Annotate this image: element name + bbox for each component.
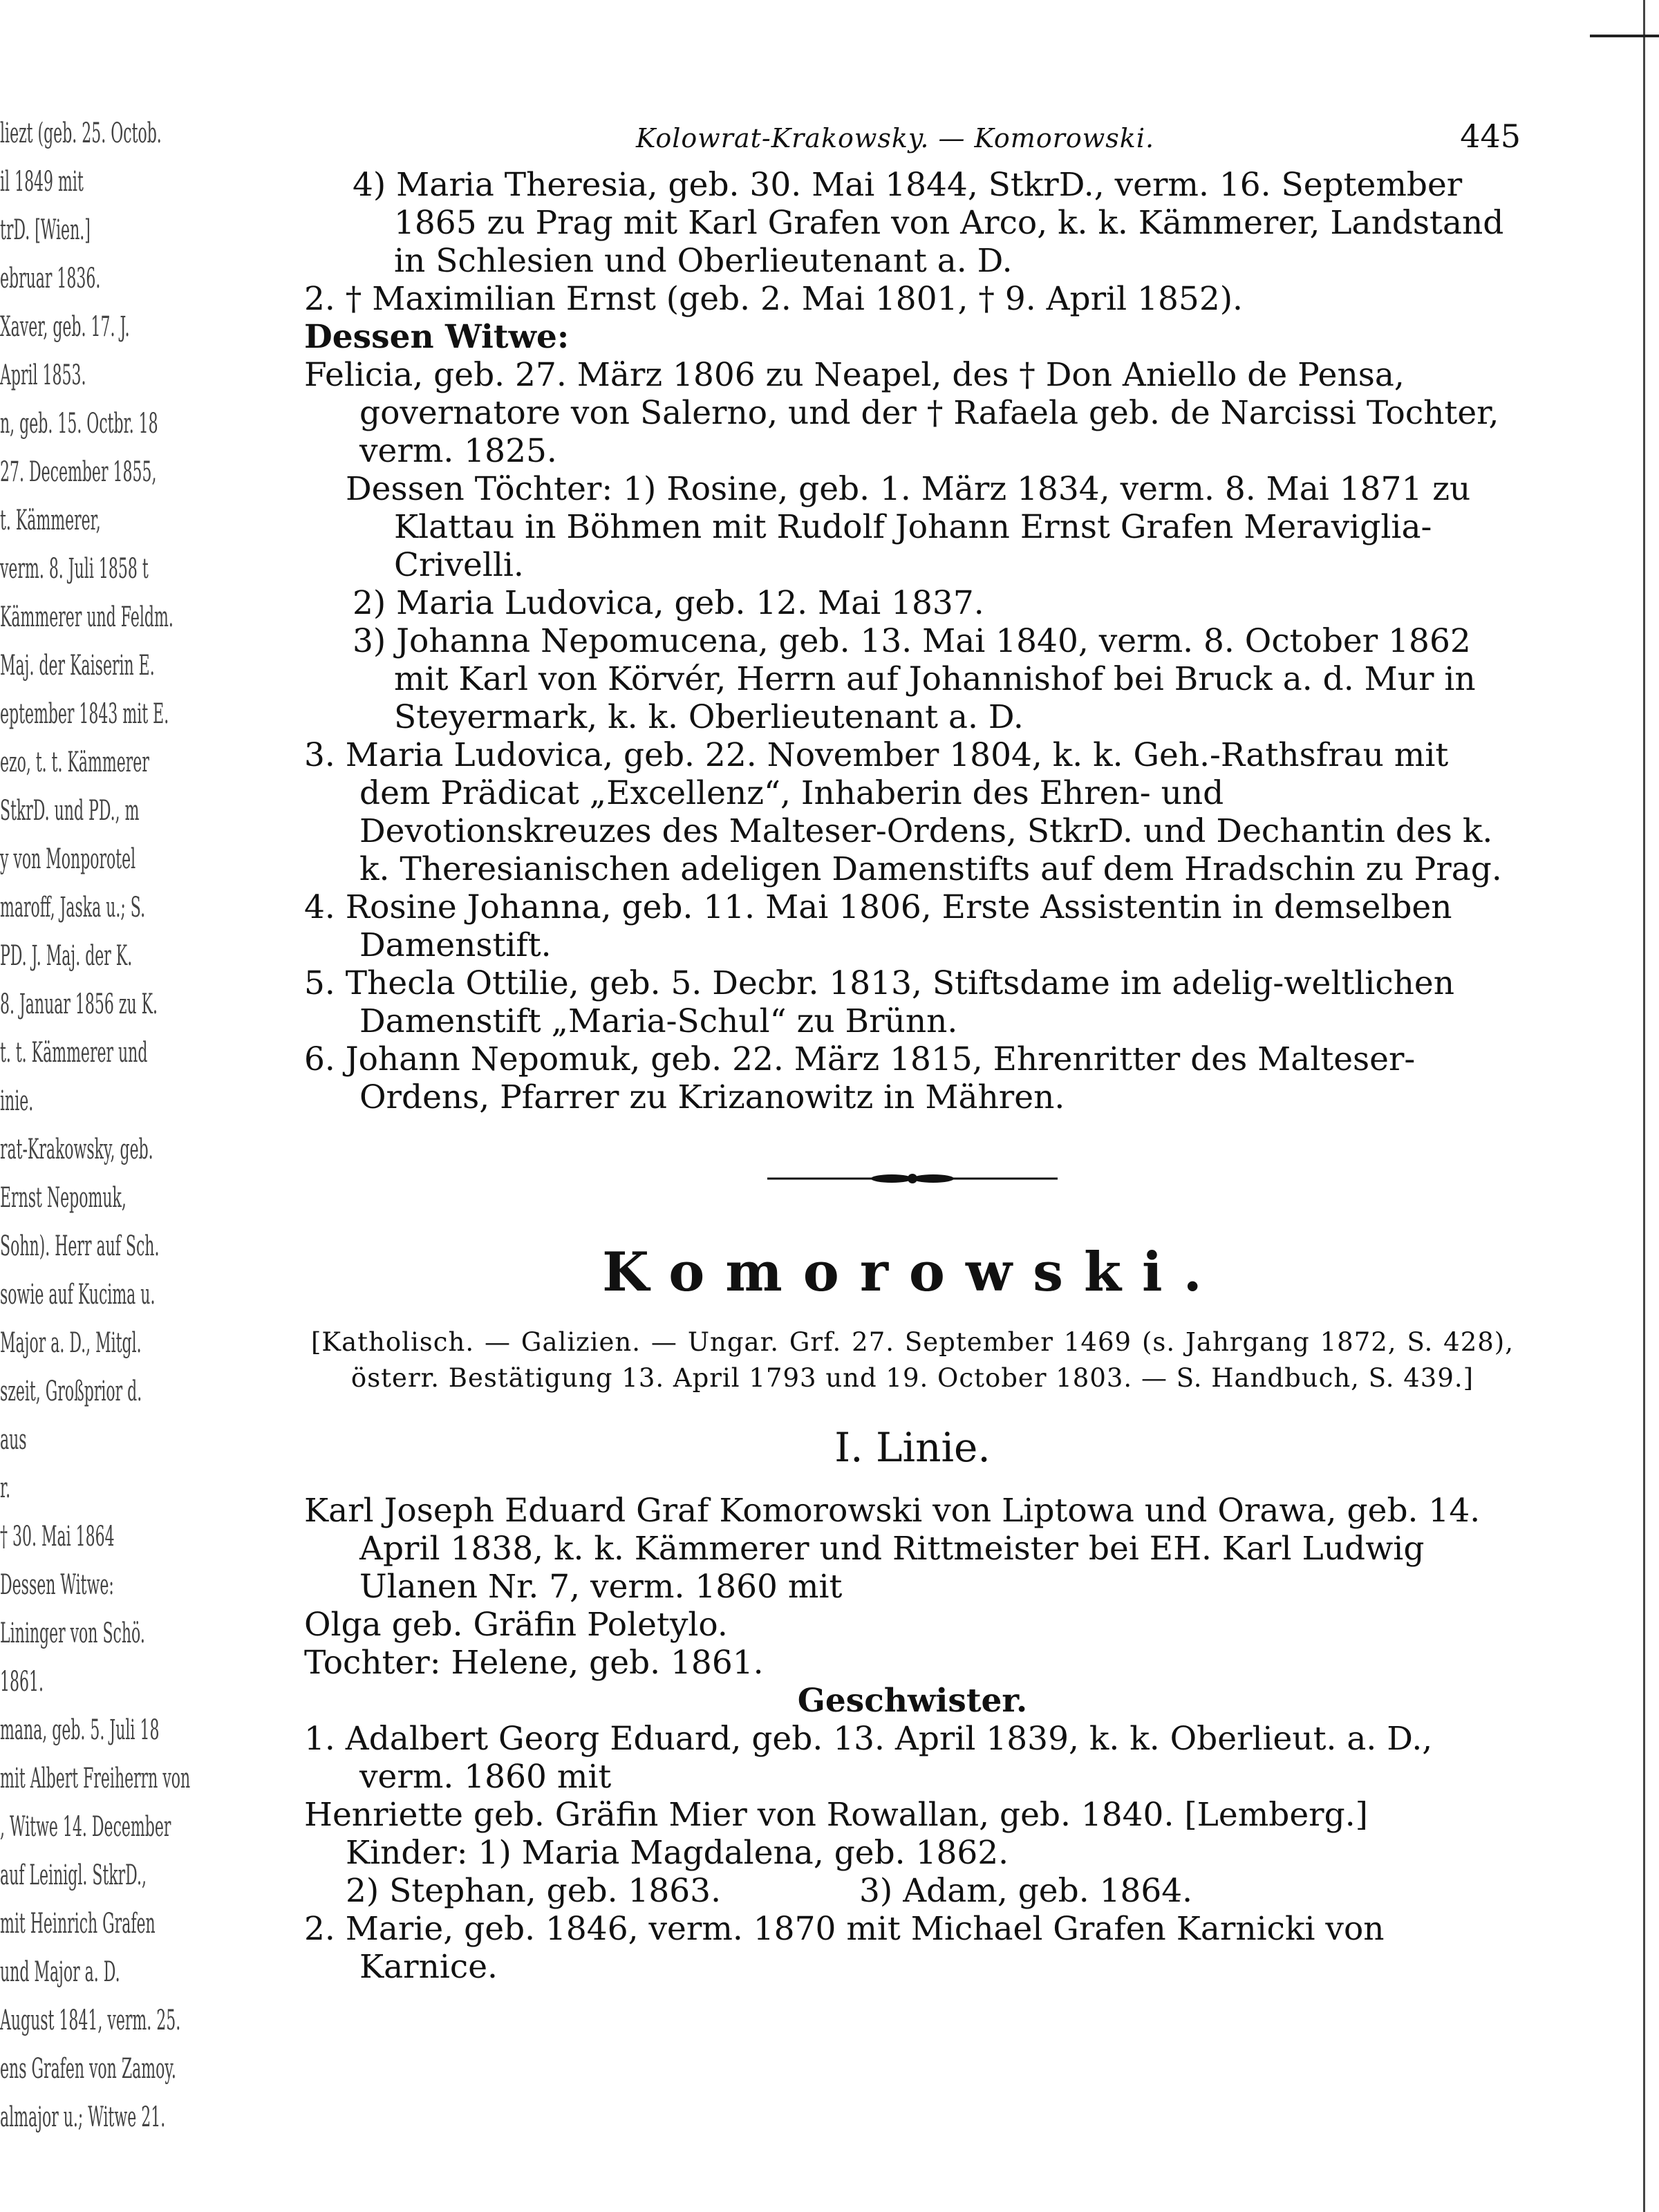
edge-mark (1590, 35, 1659, 37)
margin-fragment: Dessen Witwe: (0, 1569, 114, 1601)
margin-fragment: 1861. (0, 1666, 44, 1698)
right-page-edge (1643, 0, 1659, 2212)
margin-fragment: August 1841, verm. 25. (0, 2005, 181, 2036)
entry-olga: Olga geb. Gräfin Poletylo. (304, 1606, 728, 1644)
margin-fragment: mana, geb. 5. Juli 18 (0, 1714, 160, 1746)
margin-fragment: eptember 1843 mit E. (0, 698, 169, 730)
running-head: Kolowrat-Krakowsky. — Komorowski. (636, 123, 1155, 153)
margin-fragment: 27. December 1855, (0, 456, 157, 488)
margin-fragment: aus (0, 1424, 27, 1456)
divider-ornament (767, 1172, 1058, 1185)
entry-felicia: Felicia, geb. 27. März 1806 zu Neapel, des † Don Aniello de Pensa, governatore von Salerno, und der † Rafaela geb. de Narcissi Tochter, verm. 1825. (304, 356, 1499, 470)
family-title: Komorowski. (602, 1241, 1223, 1304)
entry-henriette: Henriette geb. Gräfin Mier von Rowallan, geb. 1840. [Lemberg.] (304, 1796, 1368, 1834)
margin-fragment: 8. Januar 1856 zu K. (0, 988, 158, 1020)
margin-fragment: y von Monporotel (0, 843, 136, 875)
margin-fragment: mit Heinrich Grafen (0, 1908, 156, 1940)
margin-fragment: † 30. Mai 1864 (0, 1521, 115, 1553)
margin-fragment: Kämmerer und Feldm. (0, 601, 174, 633)
margin-fragment: maroff, Jaska u.; S. (0, 892, 146, 924)
entry-tochter-helene: Tochter: Helene, geb. 1861. (304, 1644, 764, 1682)
margin-fragment: mit Albert Freiherrn von (0, 1763, 191, 1794)
entry-maria-ludovica-1837: 2) Maria Ludovica, geb. 12. Mai 1837. (353, 584, 984, 622)
margin-fragment: Xaver, geb. 17. J. (0, 311, 130, 343)
entry-karl-joseph: Karl Joseph Eduard Graf Komorowski von Liptowa und Orawa, geb. 14. April 1838, k. k. Kämmerer und Rittmeister bei EH. Karl Ludwig Ulanen Nr. 7, verm. 1860 mit (304, 1492, 1481, 1606)
entry-rosine-johanna: 4. Rosine Johanna, geb. 11. Mai 1806, Erste Assistentin in demselben Damenstift. (304, 888, 1452, 964)
entry-kinder: Kinder: 1) Maria Magdalena, geb. 1862. (346, 1834, 1009, 1872)
witwe-label: Dessen Witwe: (304, 318, 570, 356)
page-header (304, 118, 1521, 166)
margin-fragment: Maj. der Kaiserin E. (0, 650, 155, 682)
margin-fragment: Ernst Nepomuk, (0, 1182, 126, 1214)
margin-fragment: n, geb. 15. Octbr. 18 (0, 408, 158, 440)
margin-fragment: Sohn). Herr auf Sch. (0, 1230, 160, 1262)
margin-fragment: ens Grafen von Zamoy. (0, 2053, 176, 2085)
margin-fragment: sowie auf Kucima u. (0, 1279, 156, 1311)
geschwister-heading: Geschwister. (797, 1682, 1028, 1720)
margin-fragment: trD. [Wien.] (0, 214, 91, 246)
margin-fragment: StkrD. und PD., m (0, 795, 140, 827)
entry-maria-theresia: 4) Maria Theresia, geb. 30. Mai 1844, StkrD., verm. 16. September 1865 zu Prag mit Karl Grafen von Arco, k. k. Kämmerer, Landstand in Schlesien und Oberlieutenant a. D. (353, 166, 1504, 280)
margin-fragment: verm. 8. Juli 1858 t (0, 553, 149, 585)
entry-marie: 2. Marie, geb. 1846, verm. 1870 mit Michael Grafen Karnicki von Karnice. (304, 1910, 1385, 1986)
page-number: 445 (1460, 118, 1521, 155)
entry-johann-nepomuk: 6. Johann Nepomuk, geb. 22. März 1815, Ehrenritter des Malteser-Ordens, Pfarrer zu Krizanowitz in Mähren. (304, 1040, 1416, 1116)
entry-toechter: Dessen Töchter: 1) Rosine, geb. 1. März 1834, verm. 8. Mai 1871 zu Klattau in Böhmen mit Rudolf Johann Ernst Grafen Meraviglia-Crivelli. (346, 470, 1471, 584)
left-margin-bleed (0, 0, 207, 2212)
margin-fragment: t. t. Kämmerer und (0, 1037, 148, 1069)
margin-fragment: il 1849 mit (0, 166, 84, 198)
entry-maria-ludovica-1804: 3. Maria Ludovica, geb. 22. November 1804, k. k. Geh.-Rathsfrau mit dem Prädicat „Excellenz“, Inhaberin des Ehren- und Devotionskreuzes des Malteser-Ordens, StkrD. und Dechantin des k. k. Theresianischen adeligen Damenstifts auf dem Hradschin zu Prag. (304, 736, 1502, 888)
entry-johanna-nepomucena: 3) Johanna Nepomucena, geb. 13. Mai 1840, verm. 8. October 1862 mit Karl von Körvér, Herrn auf Johannishof bei Bruck a. d. Mur in Steyermark, k. k. Oberlieutenant a. D. (353, 622, 1476, 736)
margin-fragment: t. Kämmerer, (0, 505, 101, 536)
section-divider (304, 1172, 1521, 1185)
margin-fragment: liezt (geb. 25. Octob. (0, 118, 162, 149)
family-note: [Katholisch. — Galizien. — Ungar. Grf. 27. September 1469 (s. Jahrgang 1872, S. 428), österr. Bestätigung 13. April 1793 und 19. October 1803. — S. Handbuch, S. 439.] (311, 1327, 1514, 1393)
entry-adam: 3) Adam, geb. 1864. (859, 1872, 1193, 1910)
margin-fragment: ezo, t. t. Kämmerer (0, 747, 149, 778)
entry-kinder-row2 (304, 1872, 1521, 1910)
margin-fragment: inie. (0, 1085, 34, 1117)
margin-fragment: Major a. D., Mitgl. (0, 1327, 142, 1359)
margin-fragment: Lininger von Schö. (0, 1618, 145, 1649)
entry-adalbert: 1. Adalbert Georg Eduard, geb. 13. April 1839, k. k. Oberlieut. a. D., verm. 1860 mit (304, 1720, 1433, 1796)
page-body (304, 118, 1521, 1986)
margin-fragment: almajor u.; Witwe 21. (0, 2101, 166, 2133)
margin-fragment: r. (0, 1472, 11, 1504)
margin-fragment: und Major a. D. (0, 1956, 120, 1988)
margin-fragment: ebruar 1836. (0, 263, 101, 294)
margin-fragment: PD. J. Maj. der K. (0, 940, 133, 972)
margin-fragment: , Witwe 14. December (0, 1811, 171, 1843)
margin-fragment: auf Leinigl. StkrD., (0, 1859, 147, 1891)
entry-stephan: 2) Stephan, geb. 1863. (346, 1872, 722, 1910)
entry-maximilian: 2. † Maximilian Ernst (geb. 2. Mai 1801, † 9. April 1852). (304, 280, 1243, 318)
entry-thecla-ottilie: 5. Thecla Ottilie, geb. 5. Decbr. 1813, Stiftsdame im adelig-weltlichen Damenstift „Maria-Schul“ zu Brünn. (304, 964, 1455, 1040)
margin-fragment: April 1853. (0, 359, 86, 391)
line-title: I. Linie. (834, 1424, 991, 1471)
margin-fragment: szeit, Großprior d. (0, 1376, 142, 1407)
margin-fragment: rat-Krakowsky, geb. (0, 1134, 153, 1165)
